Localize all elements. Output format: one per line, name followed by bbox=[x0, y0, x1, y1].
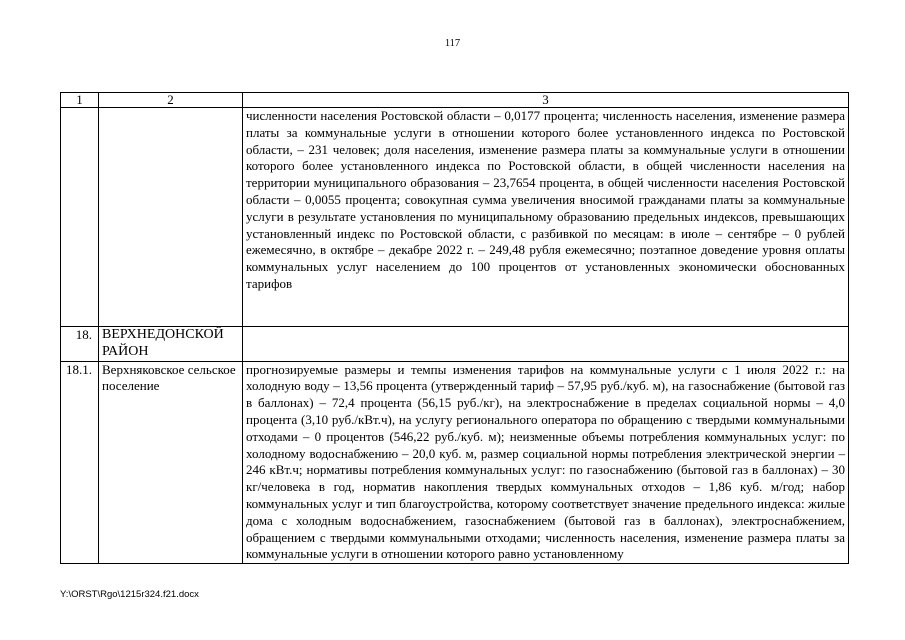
row-number bbox=[61, 108, 99, 327]
row-number: 18. bbox=[61, 327, 99, 362]
row-name: ВЕРХНЕДОНСКОЙ РАЙОН bbox=[99, 327, 243, 362]
header-col-2: 2 bbox=[99, 93, 243, 108]
header-col-1: 1 bbox=[61, 93, 99, 108]
table-row bbox=[61, 108, 849, 327]
document-table bbox=[60, 92, 849, 564]
row-text: численности населения Ростовской области – 0,0177 процента; численность населения, изменение размера платы за коммунальные услуги в отношении которого более установленного индекса по Ростовской области, – 231 человек; доля населения, изменение размера платы за коммунальные услуги в отношении которого более установленного индекса по Ростовской области, в общей численности населения на территории муниципального образования – 23,7654 процента, в общей численности населения Ростовской области – 0,0055 процента; совокупная сумма увеличения вносимой гражданами платы за коммунальные услуги в результате установления по муниципальному образованию предельных индексов, превышающих установленный индекс по Ростовской области, с разбивкой по месяцам: в июле – сентябре – 0 рублей ежемесячно, в октябре – декабре 2022 г. – 249,48 рубля ежемесячно; поэтапное доведение уровня оплаты коммунальных услуг населением до 100 процентов от установленных экономически обоснованных тарифов bbox=[243, 108, 849, 327]
row-name bbox=[99, 108, 243, 327]
row-number: 18.1. bbox=[61, 361, 99, 564]
file-path-footer: Y:\ORST\Rgo\1215r324.f21.docx bbox=[60, 589, 199, 600]
table-row bbox=[61, 327, 849, 362]
page-number: 117 bbox=[444, 38, 461, 49]
row-name: Верхняковское сельское поселение bbox=[99, 361, 243, 564]
row-text bbox=[243, 327, 849, 362]
row-text: прогнозируемые размеры и темпы изменения тарифов на коммунальные услуги с 1 июля 2022 г.: на холодную воду – 13,56 процента (утвержденный тариф – 57,95 руб./куб. м), на газоснабжение (бытовой газ в баллонах) – 72,4 процента (56,15 руб./кг), на электроснабжение в пределах социальной нормы – 4,0 процента (3,10 руб./кВт.ч), на услугу регионального оператора по обращению с твердыми коммунальными отходами – 0 процентов (546,22 руб./куб. м); неизменные объемы потребления коммунальных услуг: по холодному водоснабжению – 20,0 куб. м, размер социальной нормы потребления электрической энергии – 246 кВт.ч; нормативы потребления коммунальных услуг: по газоснабжению (бытовой газ в баллонах) – 30 кг/человека в год, норматив накопления твердых коммунальных отходов – 1,86 куб. м/год; набор коммунальных услуг и тип благоустройства, которому соответствует значение предельного индекса: жилые дома с холодным водоснабжением, газоснабжением (бытовой газ в баллонах), электроснабжением, обращением с твердыми коммунальными отходами; численность населения, изменение размера платы за коммунальные услуги в отношении которого равно установленному bbox=[243, 361, 849, 564]
header-col-3: 3 bbox=[243, 93, 849, 108]
table-header-row bbox=[61, 93, 849, 108]
table-row bbox=[61, 361, 849, 564]
